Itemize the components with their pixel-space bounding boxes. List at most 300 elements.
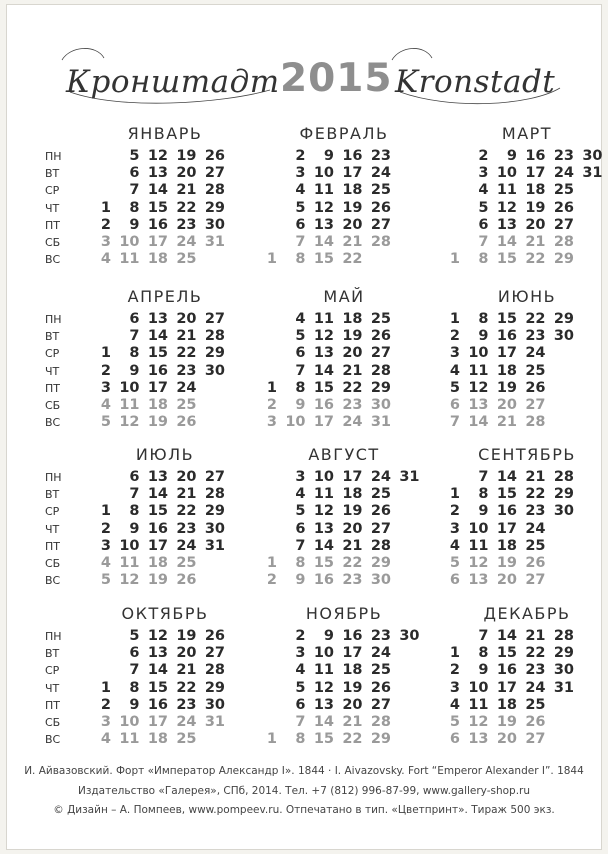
day-cell: 19 (496, 713, 517, 730)
week-column (140, 311, 168, 431)
day-cell: 10 (468, 520, 489, 537)
week-column (83, 469, 111, 589)
day-cell: 18 (342, 311, 363, 327)
day-cell: 15 (147, 679, 168, 696)
week-column (169, 628, 197, 748)
day-cell: 10 (119, 537, 140, 554)
day-cell: 4 (295, 662, 306, 679)
day-cell: 27 (204, 645, 225, 662)
day-cell: 17 (147, 537, 168, 554)
day-cell (249, 714, 277, 731)
day-cell: 18 (147, 251, 168, 268)
day-cell: 15 (496, 251, 517, 268)
week-column (112, 628, 140, 748)
day-cell: 15 (147, 199, 168, 216)
week-column (140, 148, 168, 268)
day-cell: 30 (553, 662, 574, 679)
day-cell: 16 (147, 520, 168, 537)
day-cell: 28 (553, 628, 574, 644)
day-cell: 29 (204, 679, 225, 696)
day-cell: 23 (342, 396, 363, 413)
weekday-label: СР (45, 184, 60, 198)
day-cell: 13 (313, 520, 334, 537)
day-cell: 20 (176, 311, 197, 327)
day-cell: 5 (295, 328, 306, 345)
weekday-label: ПТ (45, 381, 60, 395)
day-cell (83, 182, 111, 199)
day-cell: 16 (496, 503, 517, 520)
weekday-label: ВС (45, 416, 61, 430)
day-cell: 28 (525, 414, 546, 431)
day-cell: 22 (525, 251, 546, 268)
day-cell: 3 (449, 679, 460, 696)
day-cell: 10 (313, 469, 334, 485)
day-cell: 13 (313, 345, 334, 362)
day-cell: 28 (204, 328, 225, 345)
day-cell: 31 (204, 537, 225, 554)
week-column (249, 469, 277, 589)
day-cell: 16 (342, 148, 363, 164)
day-cell (249, 486, 277, 503)
day-cell: 23 (370, 628, 391, 644)
month-title: АВГУСТ (308, 445, 380, 464)
day-cell: 27 (525, 396, 546, 413)
day-cell: 17 (496, 345, 517, 362)
day-cell: 4 (449, 696, 460, 713)
day-cell: 18 (147, 396, 168, 413)
day-cell: 16 (313, 396, 334, 413)
day-cell: 1 (266, 379, 277, 396)
day-cell (83, 165, 111, 182)
day-cell (197, 380, 225, 397)
day-cell: 27 (370, 520, 391, 537)
day-cell: 25 (370, 182, 391, 199)
day-cell: 8 (129, 503, 140, 520)
day-cell (575, 182, 603, 199)
day-cell: 9 (478, 328, 489, 345)
week-column (518, 628, 546, 748)
day-cell: 19 (496, 379, 517, 396)
month-title: МАЙ (323, 287, 365, 306)
day-cell: 22 (525, 486, 546, 503)
day-cell (575, 234, 603, 251)
day-cell: 28 (370, 233, 391, 250)
day-cell: 18 (496, 362, 517, 379)
day-cell: 24 (370, 165, 391, 182)
weekday-label: СР (45, 664, 60, 678)
footer-design-credit: © Дизайн – А. Помпеев, www.pompeev.ru. Отпечатано в тип. «Цветпринт». Тираж 500 экз. (53, 804, 555, 816)
weekday-label: ПТ (45, 218, 60, 232)
day-cell: 31 (370, 414, 391, 431)
day-cell: 19 (147, 572, 168, 589)
week-column (335, 148, 363, 268)
day-cell: 26 (525, 379, 546, 396)
day-cell: 30 (553, 503, 574, 520)
weekday-label: ЧТ (45, 364, 60, 378)
day-cell: 15 (313, 251, 334, 268)
day-cell: 4 (295, 486, 306, 503)
footer-artwork-credit: И. Айвазовский. Форт «Император Александр I». 1844 · I. Aivazovsky. Fort “Emperor Alexander I”. 1844 (24, 765, 584, 777)
day-cell: 13 (468, 572, 489, 589)
day-cell (249, 680, 277, 697)
day-cell: 25 (553, 182, 574, 199)
day-cell: 17 (496, 520, 517, 537)
day-cell: 27 (525, 572, 546, 589)
weekday-label: ВТ (45, 167, 60, 181)
day-cell: 3 (478, 165, 489, 182)
week-column (306, 311, 334, 431)
day-cell: 22 (176, 345, 197, 362)
day-cell (392, 521, 420, 538)
day-cell: 26 (525, 554, 546, 571)
weekday-label: ВТ (45, 647, 60, 661)
day-cell: 5 (100, 414, 111, 431)
day-cell: 10 (313, 165, 334, 182)
weekday-label: СБ (45, 556, 61, 570)
day-cell (432, 182, 460, 199)
day-cell: 5 (129, 628, 140, 644)
day-cell (546, 555, 574, 572)
week-column (140, 628, 168, 748)
week-column (83, 148, 111, 268)
week-column (546, 311, 574, 431)
day-cell: 2 (100, 216, 111, 233)
day-cell: 22 (176, 199, 197, 216)
week-column (112, 311, 140, 431)
day-cell: 23 (525, 503, 546, 520)
day-cell: 20 (342, 345, 363, 362)
day-cell: 9 (295, 572, 306, 589)
day-cell: 29 (204, 503, 225, 520)
day-cell: 20 (176, 645, 197, 662)
day-cell: 15 (496, 645, 517, 662)
day-cell: 23 (176, 696, 197, 713)
day-cell: 30 (553, 328, 574, 345)
day-cell: 9 (129, 696, 140, 713)
day-cell: 27 (370, 696, 391, 713)
day-cell: 16 (313, 572, 334, 589)
day-cell (83, 645, 111, 662)
day-cell: 26 (370, 199, 391, 216)
day-cell: 29 (370, 554, 391, 571)
day-cell: 3 (100, 233, 111, 250)
weekday-label: ПН (45, 630, 62, 643)
day-cell: 4 (478, 182, 489, 199)
day-cell: 20 (342, 520, 363, 537)
day-cell (83, 486, 111, 503)
day-cell: 15 (147, 503, 168, 520)
week-column (112, 469, 140, 589)
weekday-label: ЧТ (45, 201, 60, 215)
week-column (169, 311, 197, 431)
week-column (335, 469, 363, 589)
month-title: МАРТ (501, 124, 553, 143)
day-cell: 17 (342, 645, 363, 662)
week-column (278, 311, 306, 431)
day-cell (432, 217, 460, 234)
day-cell: 27 (553, 216, 574, 233)
day-cell: 22 (342, 251, 363, 268)
week-column (518, 148, 546, 268)
week-column (363, 311, 391, 431)
day-cell: 7 (449, 414, 460, 431)
day-cell: 19 (147, 414, 168, 431)
day-cell: 30 (204, 216, 225, 233)
day-cell: 28 (370, 537, 391, 554)
day-cell (546, 521, 574, 538)
day-cell (249, 503, 277, 520)
week-column (335, 628, 363, 748)
day-cell: 17 (342, 469, 363, 485)
day-cell: 6 (295, 216, 306, 233)
day-cell: 15 (313, 554, 334, 571)
day-cell: 6 (449, 731, 460, 748)
week-column (489, 469, 517, 589)
day-cell: 29 (204, 199, 225, 216)
day-cell: 20 (496, 396, 517, 413)
day-cell (575, 251, 603, 268)
week-column (83, 311, 111, 431)
week-column (546, 628, 574, 748)
day-cell: 12 (313, 328, 334, 345)
week-column (461, 148, 489, 268)
weekday-labels (45, 148, 75, 268)
day-cell: 24 (176, 233, 197, 250)
day-cell (249, 645, 277, 662)
day-cell: 8 (129, 679, 140, 696)
week-column (518, 311, 546, 431)
day-cell: 20 (176, 469, 197, 485)
day-cell: 2 (100, 362, 111, 379)
day-cell: 14 (147, 182, 168, 199)
weekday-label: ПН (45, 150, 62, 163)
day-cell: 14 (496, 628, 517, 644)
day-cell: 19 (176, 148, 197, 164)
day-cell: 25 (525, 537, 546, 554)
day-cell: 7 (129, 486, 140, 503)
weekday-label: ПТ (45, 698, 60, 712)
day-cell: 10 (285, 414, 306, 431)
weekday-labels (45, 628, 75, 748)
day-cell: 17 (147, 379, 168, 396)
day-cell: 14 (313, 362, 334, 379)
day-cell: 22 (176, 503, 197, 520)
day-cell: 16 (147, 216, 168, 233)
day-cell: 13 (496, 216, 517, 233)
weekday-label: СБ (45, 398, 61, 412)
day-cell: 23 (553, 148, 574, 164)
day-cell: 6 (449, 572, 460, 589)
week-column (197, 469, 225, 589)
day-cell: 10 (468, 345, 489, 362)
day-cell: 23 (525, 328, 546, 345)
day-cell: 7 (295, 233, 306, 250)
weekday-label: ВТ (45, 488, 60, 502)
week-column (432, 311, 460, 431)
day-cell: 13 (468, 396, 489, 413)
day-cell: 24 (370, 645, 391, 662)
day-cell (575, 200, 603, 217)
day-cell: 21 (342, 233, 363, 250)
day-cell (546, 697, 574, 714)
day-cell: 28 (370, 713, 391, 730)
day-cell: 21 (342, 537, 363, 554)
day-cell: 25 (525, 696, 546, 713)
day-cell: 19 (176, 628, 197, 644)
day-cell: 18 (147, 731, 168, 748)
day-cell: 12 (468, 379, 489, 396)
day-cell: 6 (449, 396, 460, 413)
day-cell: 12 (468, 713, 489, 730)
day-cell: 28 (553, 469, 574, 485)
day-cell: 12 (313, 503, 334, 520)
day-cell: 9 (506, 148, 517, 164)
day-cell: 2 (100, 696, 111, 713)
day-cell: 5 (100, 572, 111, 589)
weekday-label: ЧТ (45, 681, 60, 695)
day-cell: 4 (449, 537, 460, 554)
day-cell: 18 (525, 182, 546, 199)
day-cell: 13 (468, 731, 489, 748)
day-cell: 3 (295, 469, 306, 485)
day-cell (197, 397, 225, 414)
day-cell: 29 (553, 486, 574, 503)
day-cell: 7 (295, 537, 306, 554)
weekday-label: ВС (45, 574, 61, 588)
day-cell: 11 (496, 182, 517, 199)
day-cell (392, 503, 420, 520)
day-cell (392, 555, 420, 572)
day-cell: 13 (147, 469, 168, 485)
day-cell: 5 (295, 199, 306, 216)
day-cell: 29 (204, 345, 225, 362)
day-cell: 2 (449, 328, 460, 345)
day-cell: 9 (478, 503, 489, 520)
day-cell: 19 (342, 503, 363, 520)
day-cell: 20 (342, 696, 363, 713)
day-cell: 11 (468, 537, 489, 554)
day-cell: 10 (119, 713, 140, 730)
title-english: Kronstadt (395, 64, 556, 100)
week-column (306, 628, 334, 748)
day-cell: 25 (176, 251, 197, 268)
day-cell: 5 (449, 554, 460, 571)
day-cell (575, 217, 603, 234)
day-cell: 28 (204, 486, 225, 503)
day-cell: 21 (525, 233, 546, 250)
week-column (169, 148, 197, 268)
day-cell: 14 (496, 469, 517, 485)
day-cell: 14 (468, 414, 489, 431)
day-cell: 11 (313, 311, 334, 327)
day-cell: 2 (449, 662, 460, 679)
day-cell: 17 (313, 414, 334, 431)
day-cell: 3 (449, 520, 460, 537)
day-cell: 16 (147, 362, 168, 379)
day-cell: 20 (496, 731, 517, 748)
day-cell (249, 217, 277, 234)
week-column (249, 148, 277, 268)
day-cell (546, 731, 574, 748)
day-cell: 4 (295, 311, 306, 327)
week-column (278, 469, 306, 589)
week-column (112, 148, 140, 268)
week-column (197, 628, 225, 748)
day-cell (249, 200, 277, 217)
day-cell: 2 (266, 572, 277, 589)
day-cell (249, 311, 277, 328)
day-cell: 4 (100, 731, 111, 748)
day-cell: 20 (176, 165, 197, 182)
day-cell: 28 (204, 182, 225, 199)
day-cell: 14 (313, 713, 334, 730)
day-cell (392, 645, 420, 662)
day-cell: 22 (525, 311, 546, 327)
day-cell: 27 (204, 469, 225, 485)
day-cell (83, 469, 111, 486)
day-cell: 13 (147, 165, 168, 182)
day-cell: 14 (313, 537, 334, 554)
day-cell: 9 (323, 628, 334, 644)
day-cell: 14 (147, 662, 168, 679)
month-title: НОЯБРЬ (305, 604, 383, 623)
day-cell: 1 (100, 679, 111, 696)
day-cell: 2 (449, 503, 460, 520)
day-cell: 25 (370, 311, 391, 327)
day-cell: 28 (370, 362, 391, 379)
year-title: 2015 (280, 56, 393, 101)
day-cell: 20 (342, 216, 363, 233)
day-cell: 4 (100, 251, 111, 268)
day-cell: 1 (449, 645, 460, 662)
day-cell: 8 (129, 345, 140, 362)
day-cell (197, 572, 225, 589)
day-cell (83, 148, 111, 165)
day-cell: 8 (295, 379, 306, 396)
day-cell: 22 (342, 731, 363, 748)
weekday-label: СР (45, 347, 60, 361)
day-cell: 1 (266, 251, 277, 268)
day-cell: 21 (176, 486, 197, 503)
day-cell: 11 (119, 731, 140, 748)
title-russian: Кронштадт (66, 64, 280, 100)
day-cell (197, 731, 225, 748)
day-cell: 8 (478, 486, 489, 503)
day-cell: 23 (176, 216, 197, 233)
day-cell (392, 572, 420, 589)
day-cell (392, 680, 420, 697)
day-cell (546, 714, 574, 731)
week-column (392, 469, 420, 589)
day-cell (249, 182, 277, 199)
day-cell (249, 628, 277, 645)
day-cell (249, 469, 277, 486)
day-cell: 3 (295, 165, 306, 182)
week-column (546, 469, 574, 589)
day-cell: 16 (496, 328, 517, 345)
day-cell: 12 (119, 572, 140, 589)
day-cell: 7 (295, 362, 306, 379)
day-cell: 23 (370, 148, 391, 164)
day-cell: 26 (553, 199, 574, 216)
day-cell: 18 (496, 537, 517, 554)
day-cell: 27 (525, 731, 546, 748)
day-cell: 15 (313, 379, 334, 396)
day-cell: 8 (295, 731, 306, 748)
day-cell: 17 (147, 233, 168, 250)
day-cell: 12 (313, 199, 334, 216)
day-cell: 21 (496, 414, 517, 431)
